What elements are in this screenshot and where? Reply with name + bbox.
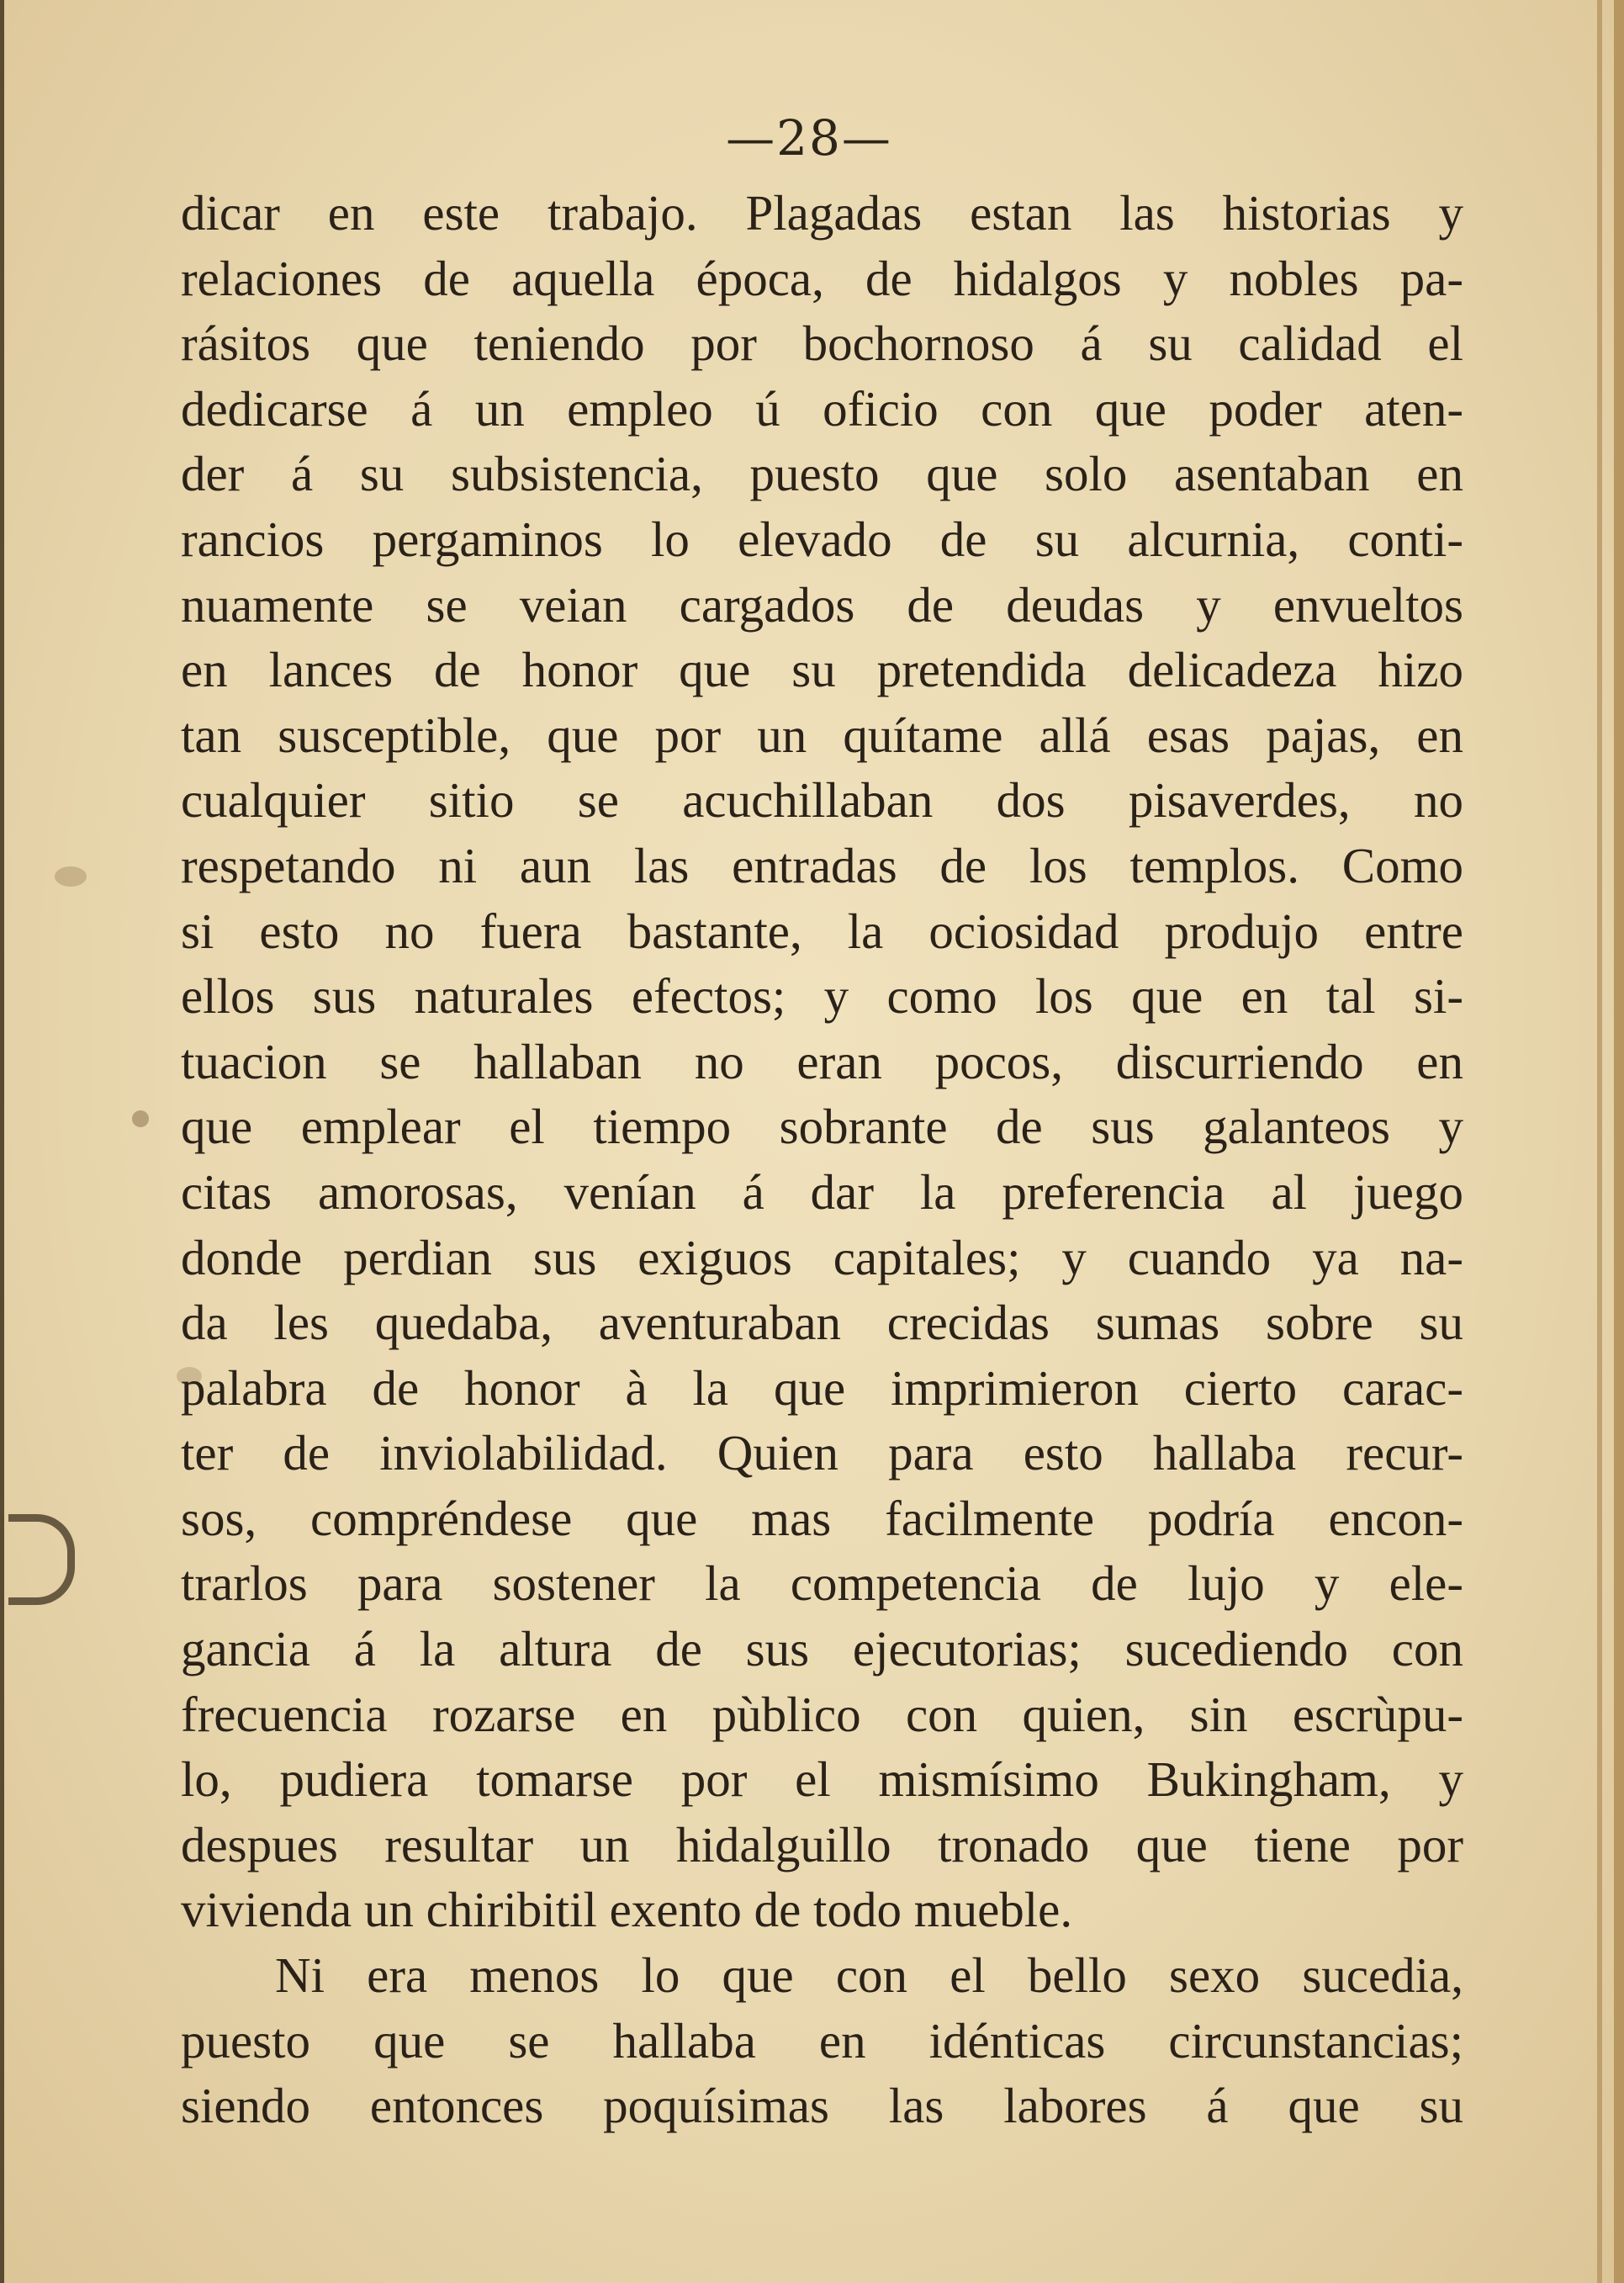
text-line: der á su subsistencia, puesto que solo asentaban en <box>181 446 1463 502</box>
ink-stain <box>55 866 87 887</box>
binding-mark <box>8 1514 75 1605</box>
text-line: en lances de honor que su pretendida delicadeza hizo <box>181 642 1463 698</box>
text-line: Ni era menos lo que con el bello sexo sucedia, <box>275 1947 1463 2004</box>
text-line: donde perdian sus exiguos capitales; y cuando ya na- <box>181 1229 1463 1285</box>
text-line: relaciones de aquella época, de hidalgos y nobles pa- <box>181 250 1463 306</box>
text-line: vivienda un chiribitil exento de todo mueble. <box>181 1882 1073 1938</box>
text-line: siendo entonces poquísimas las labores á que su <box>181 2078 1463 2134</box>
text-line: si esto no fuera bastante, la ociosidad produjo entre <box>181 903 1463 959</box>
text-line: citas amorosas, venían á dar la preferencia al juego <box>181 1163 1463 1220</box>
text-line: trarlos para sostener la competencia de lujo y ele- <box>181 1555 1463 1612</box>
text-line: gancia á la altura de sus ejecutorias; sucediendo con <box>181 1621 1463 1677</box>
text-line: frecuencia rozarse en pùblico con quien, sin escrùpu- <box>181 1686 1463 1742</box>
text-line: tuacion se hallaban no eran pocos, discurriendo en <box>181 1033 1463 1089</box>
text-line: respetando ni aun las entradas de los templos. Como <box>181 837 1463 893</box>
text-line: sos, compréndese que mas facilmente podría encon- <box>181 1490 1463 1546</box>
text-line: cualquier sitio se acuchillaban dos pisaverdes, no <box>181 772 1463 829</box>
text-line: lo, pudiera tomarse por el mismísimo Bukingham, y <box>181 1751 1463 1808</box>
text-line: nuamente se veian cargados de deudas y envueltos <box>181 576 1463 633</box>
text-line: palabra de honor à la que imprimieron cierto carac- <box>181 1359 1463 1416</box>
text-line: dedicarse á un empleo ú oficio con que poder aten- <box>181 380 1463 437</box>
ink-stain <box>132 1110 149 1127</box>
text-line: da les quedaba, aventuraban crecidas sumas sobre su <box>181 1295 1463 1351</box>
text-line: puesto que se hallaba en idénticas circunstancias; <box>181 2012 1463 2068</box>
body-text <box>181 181 1463 2139</box>
text-line: ellos sus naturales efectos; y como los que en tal si- <box>181 968 1463 1025</box>
text-line: dicar en este trabajo. Plagadas estan las historias y <box>181 185 1463 241</box>
page-number: —28— <box>726 109 892 167</box>
text-line: tan susceptible, que por un quítame allá esas pajas, en <box>181 707 1463 763</box>
text-line: rancios pergaminos lo elevado de su alcurnia, conti- <box>181 511 1463 567</box>
text-line: que emplear el tiempo sobrante de sus galanteos y <box>181 1099 1463 1155</box>
text-line: despues resultar un hidalguillo tronado que tiene por <box>181 1816 1463 1872</box>
text-line: rásitos que teniendo por bochornoso á su calidad el <box>181 315 1463 372</box>
text-line: ter de inviolabilidad. Quien para esto hallaba recur- <box>181 1425 1463 1481</box>
